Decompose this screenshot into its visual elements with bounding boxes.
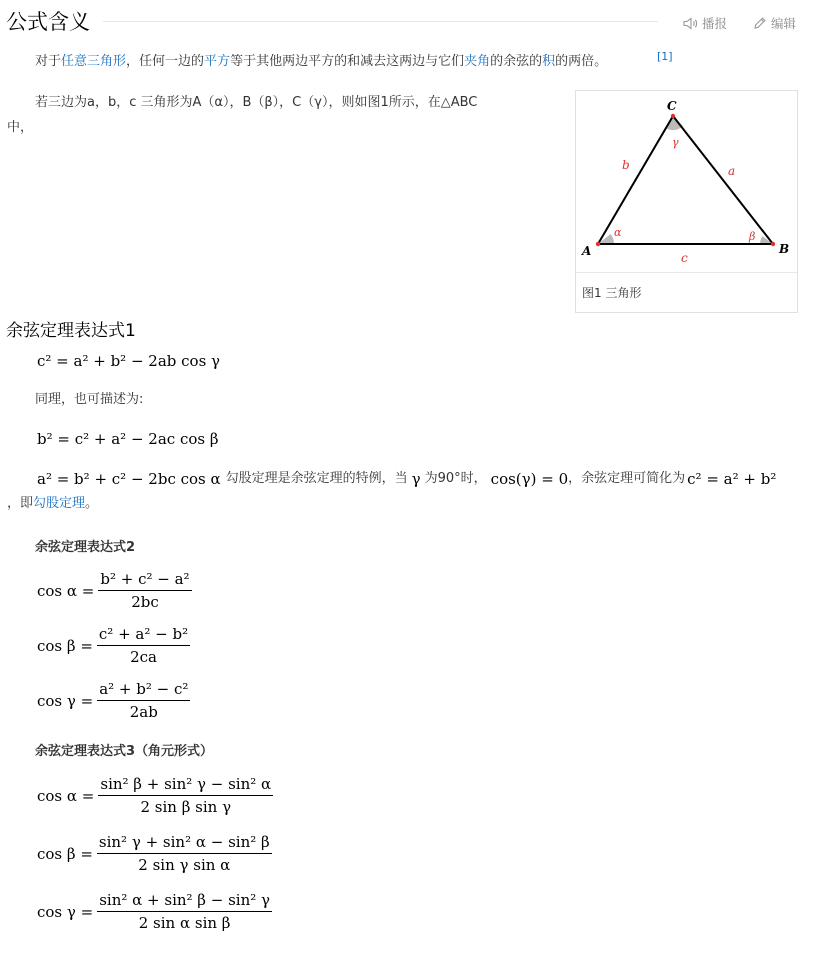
denominator: 2 sin γ sin α [138,856,231,874]
formula-lhs: cos α = [37,581,95,600]
link-product[interactable]: 积 [542,54,556,69]
formula-lhs: cos β = [37,844,93,863]
formula-c-squared: c² = a² + b² − 2ab cos γ [37,352,221,370]
note-text: 。 [85,496,99,511]
setup-line-1: 若三边为a，b，c 三角形为A（α），B（β），C（γ），则如图1所示，在△ABC [35,95,478,110]
numerator: a² + b² − c² [97,680,190,701]
denominator: 2 sin β sin γ [140,798,232,816]
play-audio-button[interactable] [683,14,727,32]
link-arbitrary-triangle[interactable]: 任意三角形 [61,54,127,69]
fraction [98,570,191,611]
denominator: 2ca [130,648,157,666]
note-text: ，余弦定理可简化为 [568,471,686,486]
angle-beta-label: β [749,230,756,243]
side-a-label: a [728,164,736,178]
side-c-label: c [681,251,688,265]
numerator: b² + c² − a² [98,570,191,591]
formula-lhs: cos γ = [37,902,94,921]
angle-gamma-label: γ [672,136,679,149]
note-end-line [7,494,98,514]
heading-expression-1: 余弦定理表达式1 [6,321,136,341]
formula-sine-cos-alpha [37,775,273,816]
fraction [97,680,190,721]
note-gamma: γ [411,470,421,488]
fraction [97,625,190,666]
formula-sine-cos-gamma [37,891,272,932]
denominator: 2 sin α sin β [138,914,231,932]
intro-text: ，任何一边的 [126,54,205,69]
vertex-c-label: C [667,99,677,113]
vertex-a-dot [596,242,600,246]
vertex-c-dot [671,114,675,118]
side-b-label: b [622,158,630,172]
fraction [97,833,272,874]
speaker-icon [683,17,698,30]
setup-line-2: 中， [7,120,34,135]
note-text: 勾股定理是余弦定理的特例，当 [225,471,408,486]
note-cos-zero: cos(γ) = 0 [490,470,569,488]
intro-text: 的两倍。 [555,54,608,69]
formula-sine-cos-beta [37,833,272,874]
vertex-b-label: B [779,242,790,256]
numerator: sin² α + sin² β − sin² γ [97,891,272,912]
denominator: 2bc [131,593,159,611]
play-label: 播报 [702,16,728,31]
vertex-b-dot [771,242,775,246]
intro-text: 等于其他两边平方的和减去这两边与它们 [230,54,465,69]
pencil-icon [753,16,767,30]
fraction [97,891,272,932]
numerator: c² + a² − b² [97,625,190,646]
link-pythagorean-theorem[interactable]: 勾股定理 [33,496,86,511]
link-square[interactable]: 平方 [204,54,231,69]
formula-cos-beta [37,625,190,666]
reference-link[interactable]: [1] [657,50,673,63]
heading-expression-3: 余弦定理表达式3（角元形式） [35,744,214,759]
triangle-figure[interactable] [575,90,798,313]
numerator: sin² γ + sin² α − sin² β [97,833,272,854]
formula-cos-gamma [37,680,190,721]
heading-expression-2: 余弦定理表达式2 [35,540,136,555]
angle-alpha-label: α [614,226,622,239]
fraction [98,775,273,816]
similarly-text: 同理，也可描述为: [35,392,144,407]
note-text: ，即 [7,496,34,511]
side-b-line [598,116,673,244]
note-pythagorean-formula: c² = a² + b² [687,470,777,488]
formula-lhs: cos β = [37,636,93,655]
edit-button[interactable] [753,14,796,32]
intro-text: 对于 [35,54,62,69]
formula-lhs: cos α = [37,786,95,805]
edit-label: 编辑 [771,16,797,31]
note-text: 为90°时， [424,471,487,486]
formula-cos-alpha [37,570,192,611]
link-included-angle[interactable]: 夹角 [464,54,491,69]
formula-b-squared: b² = c² + a² − 2ac cos β [37,430,219,448]
title-divider [103,21,658,22]
vertex-a-label: A [582,244,592,258]
figure-caption: 图1 三角形 [576,272,797,312]
formula-a-squared: a² = b² + c² − 2bc cos α [37,470,221,488]
pythagorean-note-line [37,469,776,489]
side-a-line [673,116,773,244]
numerator: sin² β + sin² γ − sin² α [98,775,273,796]
triangle-diagram [576,91,797,272]
intro-text: 的余弦的 [490,54,543,69]
denominator: 2ab [129,703,158,721]
intro-paragraph [35,52,607,72]
formula-lhs: cos γ = [37,691,94,710]
page-title: 公式含义 [6,10,90,34]
